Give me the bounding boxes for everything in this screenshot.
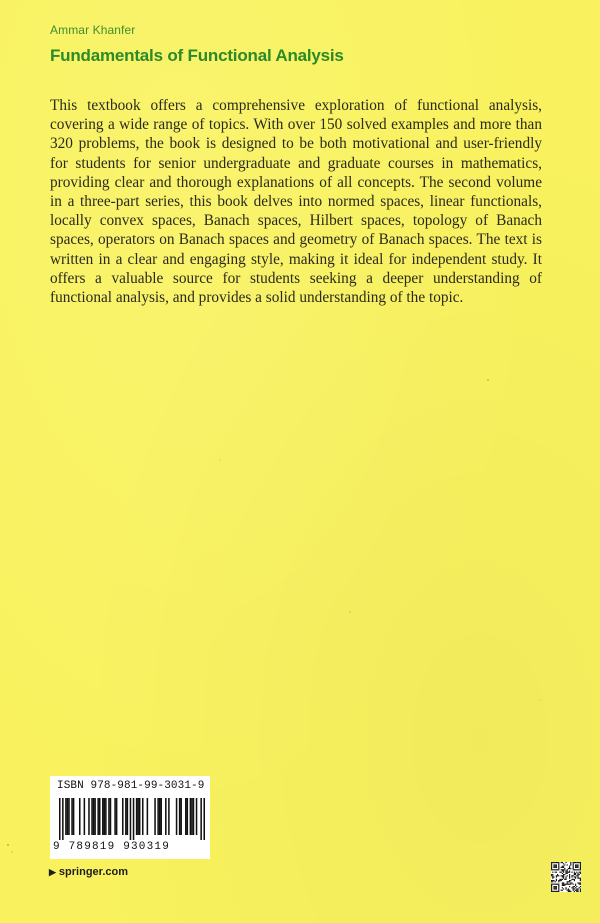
barcode-bar: [110, 798, 112, 835]
barcode-bar: [159, 798, 161, 835]
barcode-bar: [133, 798, 135, 840]
barcode-bar: [154, 798, 156, 835]
barcode-bar: [185, 798, 187, 835]
barcode-bar: [68, 798, 70, 835]
barcode-bar: [79, 798, 81, 835]
isbn-label: ISBN 978-981-99-3031-9: [57, 780, 205, 792]
barcode-bar: [71, 798, 73, 835]
barcode-bar: [190, 798, 192, 835]
barcode-bar: [200, 798, 202, 840]
barcode-bar: [193, 798, 195, 835]
arrow-right-icon: ▶: [49, 867, 56, 877]
barcode-bar: [125, 798, 127, 835]
book-description: This textbook offers a comprehensive exploration of functional analysis, covering a wide range of topics. With over 150 solved examples and more than 320 problems, the book is designed to be both motivational and user-friendly for students for senior undergraduate and graduate courses in mathematics, providing clear and thorough explanations of all concepts. The second volume in a three-part series, this book delves into normed spaces, linear functionals, locally convex spaces, Banach spaces, Hilbert spaces, topology of Banach spaces, operators on Banach spaces and geometry of Banach spaces. The text is written in a clear and engaging style, making it ideal for independent study. It offers a valuable source for students seeking a deeper understanding of functional analysis, and provides a solid understanding of the topic.: [50, 97, 542, 307]
barcode-bar: [142, 798, 144, 835]
barcode-bar: [160, 798, 162, 835]
barcode-bar: [102, 798, 104, 835]
barcode-bar: [59, 798, 61, 840]
barcode-bar: [62, 798, 64, 840]
barcode-bar: [168, 798, 170, 835]
barcode-bar: [104, 798, 106, 835]
barcode-bars: [59, 798, 205, 840]
barcode-bar: [97, 798, 99, 835]
barcode-bar: [94, 798, 96, 835]
barcode-bar: [139, 798, 141, 835]
barcode-bar: [187, 798, 189, 835]
qr-code-icon: [551, 862, 581, 892]
barcode-bar: [136, 798, 138, 835]
barcode-bar: [137, 798, 139, 835]
barcode-bar: [191, 798, 193, 835]
barcode-bar: [67, 798, 69, 835]
barcode-bar: [127, 798, 129, 835]
book-title: Fundamentals of Functional Analysis: [50, 46, 344, 65]
barcode-bar: [122, 798, 124, 835]
barcode-bar: [180, 798, 182, 835]
barcode-bar: [91, 798, 93, 835]
author-name: Ammar Khanfer: [50, 23, 136, 37]
barcode-bar: [93, 798, 95, 835]
barcode-bar: [147, 798, 149, 835]
barcode-bar: [108, 798, 110, 835]
barcode-bar: [65, 798, 67, 835]
barcode-bar: [105, 798, 107, 835]
isbn-barcode: [50, 776, 210, 859]
barcode-bar: [157, 798, 159, 835]
barcode-bar: [84, 798, 86, 835]
barcode-bar: [99, 798, 101, 835]
barcode-bar: [196, 798, 198, 835]
barcode-bar: [130, 798, 132, 840]
barcode-bar: [73, 798, 75, 835]
publisher-url: springer.com: [58, 866, 128, 878]
barcode-bar: [165, 798, 167, 835]
publisher-link[interactable]: [49, 866, 128, 878]
barcode-bar: [176, 798, 178, 835]
barcode-bar: [88, 798, 90, 835]
barcode-bar: [179, 798, 181, 835]
barcode-bar: [116, 798, 118, 835]
barcode-bar: [114, 798, 116, 835]
barcode-bar: [203, 798, 205, 840]
barcode-digits: 9 789819 930319: [53, 841, 171, 853]
